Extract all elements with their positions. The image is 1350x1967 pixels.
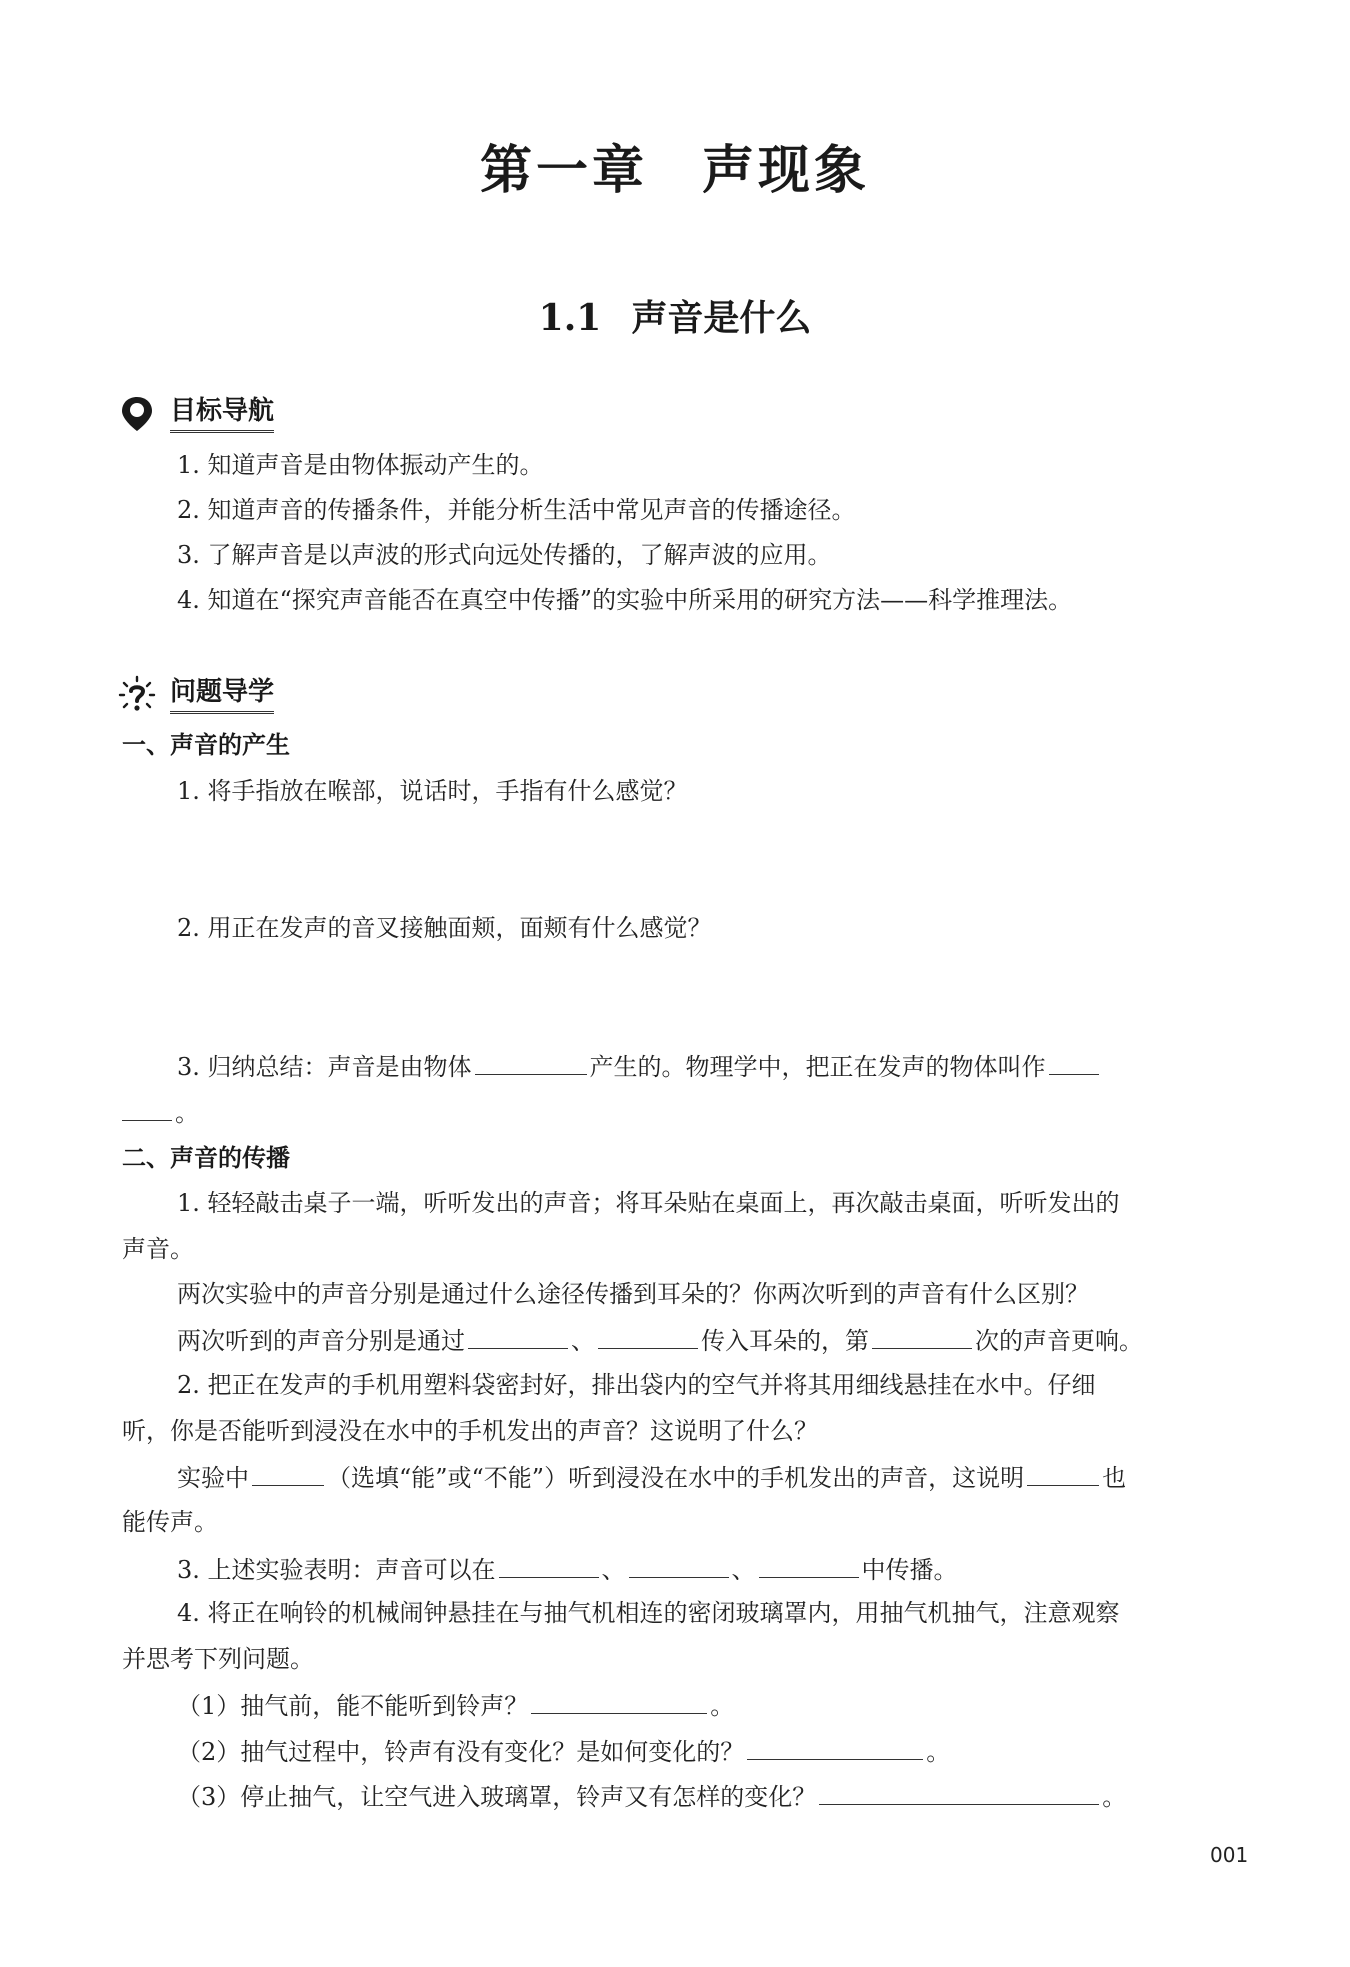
goal-item: 2. 知道声音的传播条件，并能分析生活中常见声音的传播途径。	[177, 496, 856, 524]
answer-blank[interactable]	[872, 1324, 972, 1349]
chapter-title	[0, 128, 1350, 203]
answer-blank[interactable]	[747, 1735, 923, 1760]
goal-item: 1. 知道声音是由物体振动产生的。	[177, 451, 544, 479]
answer-blank[interactable]	[1049, 1050, 1099, 1075]
part2-question-2-fill: 实验中 （选填“能”或“不能”）听到浸没在水中的手机发出的声音，这说明 也	[177, 1461, 1126, 1493]
section-number: 1.1	[538, 297, 602, 339]
chapter-number: 第一章	[479, 141, 648, 201]
part2-question-2: 2. 把正在发声的手机用塑料袋密封好，排出袋内的空气并将其用细线悬挂在水中。仔细	[177, 1371, 1096, 1399]
part2-question-1-ask: 两次实验中的声音分别是通过什么途径传播到耳朵的？你两次听到的声音有什么区别？	[177, 1280, 1089, 1308]
answer-blank[interactable]	[598, 1324, 698, 1349]
part2-question-4-cont: 并思考下列问题。	[122, 1645, 314, 1673]
answer-blank[interactable]	[468, 1324, 568, 1349]
answer-blank[interactable]	[759, 1553, 859, 1578]
part2-subquestion-3: （3）停止抽气，让空气进入玻璃罩，铃声又有怎样的变化？ 。	[177, 1780, 1126, 1812]
part1-question-3-cont: 。	[122, 1096, 199, 1128]
part2-question-2-cont: 听，你是否能听到浸没在水中的手机发出的声音？这说明了什么？	[122, 1417, 818, 1445]
page-number: 001	[1210, 1843, 1249, 1867]
questions-heading	[118, 673, 274, 717]
answer-blank[interactable]	[629, 1553, 729, 1578]
section-name: 声音是什么	[631, 297, 812, 339]
answer-blank[interactable]	[122, 1096, 172, 1121]
answer-blank[interactable]	[531, 1689, 707, 1714]
goal-item: 4. 知道在“探究声音能否在真空中传播”的实验中所采用的研究方法——科学推理法。	[177, 586, 1073, 614]
section-title	[0, 290, 1350, 341]
answer-blank[interactable]	[1027, 1461, 1099, 1486]
part2-subquestion-1: （1）抽气前，能不能听到铃声？ 。	[177, 1689, 734, 1721]
location-pin-icon	[118, 394, 156, 434]
part2-question-1-fill: 两次听到的声音分别是通过 、 传入耳朵的，第 次的声音更响。	[177, 1324, 1143, 1356]
part2-question-2-end: 能传声。	[122, 1508, 218, 1536]
answer-blank[interactable]	[475, 1050, 587, 1075]
goals-heading	[118, 392, 274, 436]
part2-subquestion-2: （2）抽气过程中，铃声有没有变化？是如何变化的？ 。	[177, 1735, 950, 1767]
goal-item: 3. 了解声音是以声波的形式向远处传播的，了解声波的应用。	[177, 541, 832, 569]
part2-question-3: 3. 上述实验表明：声音可以在 、 、 中传播。	[177, 1553, 958, 1585]
part1-title: 一、声音的产生	[122, 731, 290, 759]
part1-question-3: 3. 归纳总结：声音是由物体 产生的。物理学中，把正在发声的物体叫作	[177, 1050, 1102, 1082]
answer-blank[interactable]	[252, 1461, 324, 1486]
part1-question-2: 2. 用正在发声的音叉接触面颊，面颊有什么感觉？	[177, 914, 712, 942]
part2-question-1-cont: 声音。	[122, 1235, 194, 1263]
part2-question-4: 4. 将正在响铃的机械闹钟悬挂在与抽气机相连的密闭玻璃罩内，用抽气机抽气，注意观察	[177, 1599, 1120, 1627]
part1-question-1: 1. 将手指放在喉部，说话时，手指有什么感觉？	[177, 777, 688, 805]
part2-title: 二、声音的传播	[122, 1144, 290, 1172]
chapter-name: 声现象	[702, 141, 871, 201]
question-mark-icon	[118, 675, 156, 715]
questions-heading-label: 问题导学	[170, 677, 274, 714]
answer-blank[interactable]	[499, 1553, 599, 1578]
part2-question-1: 1. 轻轻敲击桌子一端，听听发出的声音；将耳朵贴在桌面上，再次敲击桌面，听听发出的	[177, 1189, 1120, 1217]
answer-blank[interactable]	[819, 1780, 1099, 1805]
goals-heading-label: 目标导航	[170, 396, 274, 433]
